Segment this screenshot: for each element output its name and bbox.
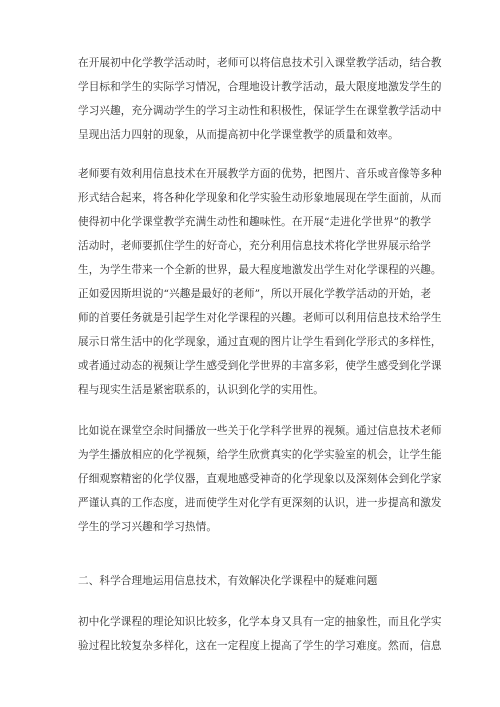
text-line: 正如爱因斯坦说的“兴趣是最好的老师”，所以开展化学教学活动的开始，老 <box>78 288 432 300</box>
text-line: 在开展初中化学教学活动时，老师可以将信息技术引入课堂教学活动，结合教 <box>78 57 442 69</box>
text-line: 展示日常生活中的化学现象，通过直观的图片让学生看到化学形式的多样性， <box>78 336 442 348</box>
text-line: 呈现出活力四射的现象，从而提高初中化学课堂教学的质量和效率。 <box>78 129 399 141</box>
text-line: 程与现实生活是紧密联系的，认识到化学的实用性。 <box>78 384 324 396</box>
text-line: 生，为学生带来一个全新的世界，最大程度地激发出学生对化学课程的兴趣。 <box>78 264 442 276</box>
text-line: 初中化学课程的理论知识比较多，化学本身又具有一定的抽象性，而且化学实 <box>78 616 442 628</box>
text-line: 学生的学习兴趣和学习热情。 <box>78 521 218 533</box>
text-line: 严谨认真的工作态度，进而使学生对化学有更深刻的认识，进一步提高和激发 <box>78 497 442 509</box>
text-line: 形式结合起来，将各种化学现象和化学实验生动形象地展现在学生面前，从而 <box>78 192 442 204</box>
text-line: 活动时，老师要抓住学生的好奇心，充分利用信息技术将化学世界展示给学 <box>78 240 431 252</box>
text-line: 学习兴趣，充分调动学生的学习主动性和积极性，保证学生在课堂教学活动中 <box>78 105 442 117</box>
paragraph-5 <box>78 610 442 658</box>
paragraph-2 <box>78 162 442 402</box>
text-line: 验过程比较复杂多样化，这在一定程度上提高了学生的学习难度。然而，信息 <box>78 640 442 652</box>
text-line: 为学生播放相应的化学视频，给学生欣赏真实的化学实验室的机会，让学生能 <box>78 449 442 461</box>
text-line: 老师要有效利用信息技术在开展教学方面的优势，把图片、音乐或音像等多种 <box>78 168 442 180</box>
text-line: 学目标和学生的实际学习情况，合理地设计教学活动，最大限度地激发学生的 <box>78 81 442 93</box>
paragraph-1 <box>78 51 442 147</box>
paragraph-3 <box>78 419 442 539</box>
text-line: 使得初中化学课堂教学充满生动性和趣味性。在开展“走进化学世界”的教学 <box>78 216 432 228</box>
text-line: 或者通过动态的视频让学生感受到化学世界的丰富多彩，使学生感受到化学课 <box>78 360 442 372</box>
text-line: 仔细观察精密的化学仪器，直观地感受神奇的化学现象以及深刻体会到化学家 <box>78 473 442 485</box>
text-line: 师的首要任务就是引起学生对化学课程的兴趣。老师可以利用信息技术给学生 <box>78 312 442 324</box>
text-line: 比如说在课堂空余时间播放一些关于化学科学世界的视频。通过信息技术老师 <box>78 425 442 437</box>
heading-text: 二、科学合理地运用信息技术，有效解决化学课程中的疑难问题 <box>78 575 378 587</box>
section-heading <box>78 569 423 593</box>
